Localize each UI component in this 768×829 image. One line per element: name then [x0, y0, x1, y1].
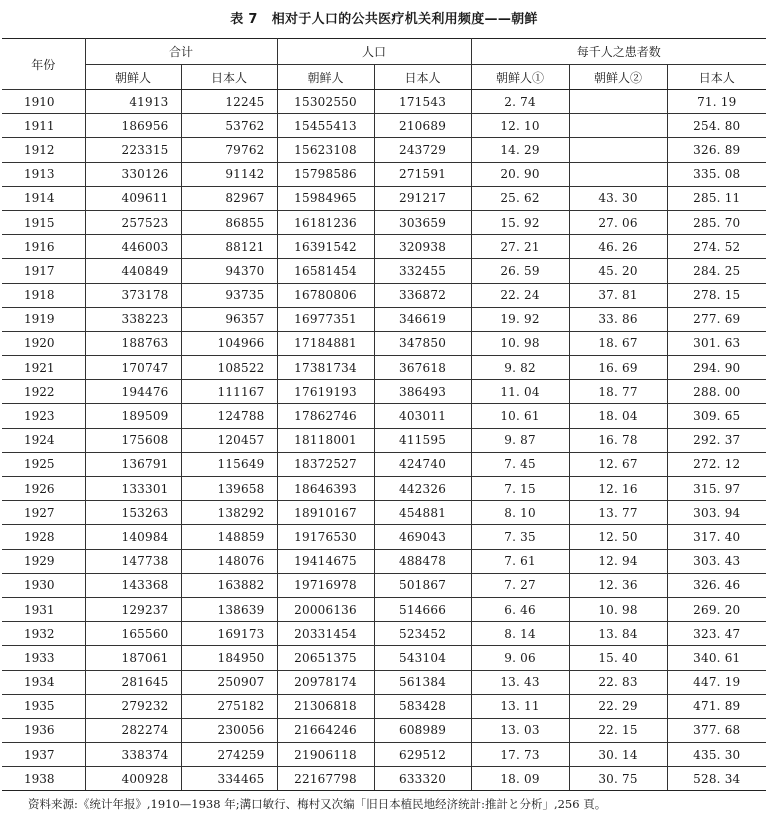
- cell-pop-korean: 22167798: [277, 767, 374, 791]
- header-group-population: 人口: [277, 39, 471, 65]
- table-row: [2, 477, 766, 501]
- cell-total-japanese: 148076: [181, 549, 277, 573]
- cell-pop-japanese: 608989: [374, 718, 471, 742]
- cell-rate-korean-1: 13. 43: [471, 670, 569, 694]
- cell-total-korean: 133301: [85, 477, 181, 501]
- cell-rate-korean-1: 14. 29: [471, 138, 569, 162]
- cell-rate-korean-1: 17. 73: [471, 743, 569, 767]
- cell-rate-korean-2: [569, 114, 667, 138]
- cell-rate-japanese: 335. 08: [667, 162, 766, 186]
- cell-pop-japanese: 442326: [374, 477, 471, 501]
- cell-pop-japanese: 633320: [374, 767, 471, 791]
- cell-year: 1915: [2, 210, 85, 234]
- cell-total-japanese: 104966: [181, 331, 277, 355]
- cell-rate-korean-2: 18. 67: [569, 331, 667, 355]
- header-group-total: 合计: [85, 39, 277, 65]
- cell-rate-korean-1: 8. 14: [471, 622, 569, 646]
- cell-pop-japanese: 583428: [374, 694, 471, 718]
- cell-rate-japanese: 309. 65: [667, 404, 766, 428]
- cell-total-japanese: 79762: [181, 138, 277, 162]
- cell-rate-japanese: 285. 11: [667, 186, 766, 210]
- cell-pop-japanese: 332455: [374, 259, 471, 283]
- cell-rate-japanese: 288. 00: [667, 380, 766, 404]
- table-row: [2, 549, 766, 573]
- cell-total-japanese: 53762: [181, 114, 277, 138]
- cell-year: 1911: [2, 114, 85, 138]
- cell-rate-japanese: 528. 34: [667, 767, 766, 791]
- cell-rate-korean-1: 11. 04: [471, 380, 569, 404]
- cell-rate-korean-1: 9. 82: [471, 356, 569, 380]
- cell-pop-korean: 18372527: [277, 452, 374, 476]
- table-title: [0, 8, 768, 27]
- cell-total-japanese: 96357: [181, 307, 277, 331]
- cell-rate-korean-1: 20. 90: [471, 162, 569, 186]
- header-group-per-thousand: 每千人之患者数: [471, 39, 766, 65]
- cell-year: 1924: [2, 428, 85, 452]
- table-row: [2, 210, 766, 234]
- cell-rate-korean-1: 9. 06: [471, 646, 569, 670]
- cell-rate-korean-1: 9. 87: [471, 428, 569, 452]
- cell-pop-korean: 16181236: [277, 210, 374, 234]
- cell-year: 1925: [2, 452, 85, 476]
- cell-pop-japanese: 271591: [374, 162, 471, 186]
- cell-total-korean: 194476: [85, 380, 181, 404]
- cell-rate-japanese: 71. 19: [667, 90, 766, 114]
- cell-pop-korean: 21664246: [277, 718, 374, 742]
- cell-total-korean: 140984: [85, 525, 181, 549]
- cell-pop-japanese: 320938: [374, 235, 471, 259]
- cell-pop-japanese: 454881: [374, 501, 471, 525]
- cell-pop-japanese: 403011: [374, 404, 471, 428]
- cell-rate-japanese: 274. 52: [667, 235, 766, 259]
- cell-rate-korean-2: [569, 162, 667, 186]
- cell-pop-korean: 19716978: [277, 573, 374, 597]
- table-row: [2, 743, 766, 767]
- cell-total-korean: 136791: [85, 452, 181, 476]
- cell-rate-korean-2: 22. 83: [569, 670, 667, 694]
- cell-pop-japanese: 210689: [374, 114, 471, 138]
- cell-rate-korean-1: 7. 27: [471, 573, 569, 597]
- table-row: [2, 186, 766, 210]
- cell-rate-korean-2: 22. 15: [569, 718, 667, 742]
- cell-total-korean: 189509: [85, 404, 181, 428]
- cell-total-korean: 147738: [85, 549, 181, 573]
- table-row: [2, 259, 766, 283]
- table-row: [2, 670, 766, 694]
- cell-rate-japanese: 269. 20: [667, 597, 766, 621]
- cell-pop-japanese: 171543: [374, 90, 471, 114]
- cell-pop-japanese: 514666: [374, 597, 471, 621]
- cell-rate-korean-1: 7. 15: [471, 477, 569, 501]
- cell-rate-japanese: 284. 25: [667, 259, 766, 283]
- cell-rate-korean-1: 27. 21: [471, 235, 569, 259]
- cell-pop-korean: 16391542: [277, 235, 374, 259]
- cell-rate-korean-1: 10. 61: [471, 404, 569, 428]
- cell-total-korean: 153263: [85, 501, 181, 525]
- table-row: [2, 331, 766, 355]
- cell-rate-japanese: 326. 46: [667, 573, 766, 597]
- cell-total-korean: 338374: [85, 743, 181, 767]
- cell-rate-korean-1: 6. 46: [471, 597, 569, 621]
- header-pop-japanese: 日本人: [374, 65, 471, 90]
- cell-total-korean: 223315: [85, 138, 181, 162]
- cell-pop-japanese: 501867: [374, 573, 471, 597]
- cell-rate-korean-2: 18. 77: [569, 380, 667, 404]
- header-year: 年份: [2, 39, 85, 90]
- cell-rate-korean-1: 12. 10: [471, 114, 569, 138]
- header-rate-japanese: 日本人: [667, 65, 766, 90]
- utilization-table: [2, 38, 766, 791]
- cell-rate-japanese: 303. 94: [667, 501, 766, 525]
- header-pop-korean: 朝鲜人: [277, 65, 374, 90]
- cell-year: 1910: [2, 90, 85, 114]
- cell-pop-korean: 20978174: [277, 670, 374, 694]
- cell-year: 1936: [2, 718, 85, 742]
- cell-year: 1914: [2, 186, 85, 210]
- cell-total-japanese: 82967: [181, 186, 277, 210]
- cell-rate-korean-2: 12. 94: [569, 549, 667, 573]
- cell-pop-korean: 16780806: [277, 283, 374, 307]
- cell-pop-korean: 16581454: [277, 259, 374, 283]
- cell-rate-korean-1: 7. 61: [471, 549, 569, 573]
- cell-rate-korean-1: 13. 11: [471, 694, 569, 718]
- cell-rate-japanese: 292. 37: [667, 428, 766, 452]
- cell-rate-korean-2: 30. 14: [569, 743, 667, 767]
- cell-total-korean: 440849: [85, 259, 181, 283]
- table-row: [2, 501, 766, 525]
- cell-total-korean: 143368: [85, 573, 181, 597]
- cell-year: 1928: [2, 525, 85, 549]
- cell-total-japanese: 274259: [181, 743, 277, 767]
- table-row: [2, 428, 766, 452]
- cell-rate-korean-1: 22. 24: [471, 283, 569, 307]
- cell-total-japanese: 12245: [181, 90, 277, 114]
- cell-total-japanese: 124788: [181, 404, 277, 428]
- cell-pop-korean: 17619193: [277, 380, 374, 404]
- table-row: [2, 597, 766, 621]
- cell-total-japanese: 163882: [181, 573, 277, 597]
- cell-rate-korean-2: 46. 26: [569, 235, 667, 259]
- table-row: [2, 525, 766, 549]
- table-row: [2, 404, 766, 428]
- cell-rate-japanese: 303. 43: [667, 549, 766, 573]
- cell-year: 1926: [2, 477, 85, 501]
- cell-total-japanese: 111167: [181, 380, 277, 404]
- cell-year: 1922: [2, 380, 85, 404]
- table-row: [2, 114, 766, 138]
- cell-rate-korean-2: 43. 30: [569, 186, 667, 210]
- cell-total-korean: 446003: [85, 235, 181, 259]
- table-row: [2, 694, 766, 718]
- cell-year: 1929: [2, 549, 85, 573]
- cell-pop-japanese: 291217: [374, 186, 471, 210]
- cell-pop-korean: 20006136: [277, 597, 374, 621]
- cell-rate-korean-2: 30. 75: [569, 767, 667, 791]
- cell-rate-japanese: 272. 12: [667, 452, 766, 476]
- cell-rate-japanese: 317. 40: [667, 525, 766, 549]
- cell-rate-korean-2: 22. 29: [569, 694, 667, 718]
- cell-total-korean: 400928: [85, 767, 181, 791]
- cell-pop-korean: 21306818: [277, 694, 374, 718]
- cell-pop-japanese: 386493: [374, 380, 471, 404]
- cell-pop-korean: 15623108: [277, 138, 374, 162]
- cell-year: 1933: [2, 646, 85, 670]
- cell-pop-japanese: 303659: [374, 210, 471, 234]
- cell-rate-korean-1: 15. 92: [471, 210, 569, 234]
- table-row: [2, 235, 766, 259]
- cell-total-japanese: 184950: [181, 646, 277, 670]
- cell-rate-japanese: 377. 68: [667, 718, 766, 742]
- cell-rate-korean-2: 13. 84: [569, 622, 667, 646]
- cell-rate-korean-1: 7. 45: [471, 452, 569, 476]
- table-caption: 相对于人口的公共医疗机关利用频度——朝鲜: [271, 12, 538, 27]
- cell-rate-korean-2: 12. 67: [569, 452, 667, 476]
- header-rate-korean-2: 朝鲜人②: [569, 65, 667, 90]
- cell-pop-korean: 15798586: [277, 162, 374, 186]
- cell-total-japanese: 250907: [181, 670, 277, 694]
- cell-rate-japanese: 340. 61: [667, 646, 766, 670]
- table-row: [2, 646, 766, 670]
- cell-total-japanese: 88121: [181, 235, 277, 259]
- cell-rate-japanese: 435. 30: [667, 743, 766, 767]
- cell-year: 1930: [2, 573, 85, 597]
- cell-rate-korean-1: 19. 92: [471, 307, 569, 331]
- table-number: 表 7: [230, 12, 258, 27]
- cell-year: 1916: [2, 235, 85, 259]
- cell-pop-japanese: 543104: [374, 646, 471, 670]
- cell-rate-korean-1: 26. 59: [471, 259, 569, 283]
- cell-year: 1919: [2, 307, 85, 331]
- cell-pop-korean: 19176530: [277, 525, 374, 549]
- cell-total-korean: 41913: [85, 90, 181, 114]
- cell-total-korean: 165560: [85, 622, 181, 646]
- cell-rate-korean-2: 27. 06: [569, 210, 667, 234]
- cell-year: 1932: [2, 622, 85, 646]
- cell-pop-korean: 21906118: [277, 743, 374, 767]
- cell-total-japanese: 91142: [181, 162, 277, 186]
- cell-total-korean: 409611: [85, 186, 181, 210]
- header-total-japanese: 日本人: [181, 65, 277, 90]
- cell-total-korean: 129237: [85, 597, 181, 621]
- cell-pop-japanese: 629512: [374, 743, 471, 767]
- cell-rate-korean-2: 10. 98: [569, 597, 667, 621]
- cell-year: 1917: [2, 259, 85, 283]
- cell-total-korean: 187061: [85, 646, 181, 670]
- cell-rate-japanese: 277. 69: [667, 307, 766, 331]
- cell-rate-korean-1: 25. 62: [471, 186, 569, 210]
- cell-rate-korean-1: 8. 10: [471, 501, 569, 525]
- cell-pop-korean: 15455413: [277, 114, 374, 138]
- table-row: [2, 307, 766, 331]
- cell-rate-korean-2: 12. 36: [569, 573, 667, 597]
- cell-total-japanese: 334465: [181, 767, 277, 791]
- cell-rate-korean-2: 18. 04: [569, 404, 667, 428]
- header-total-korean: 朝鲜人: [85, 65, 181, 90]
- cell-total-korean: 188763: [85, 331, 181, 355]
- table-row: [2, 718, 766, 742]
- cell-year: 1918: [2, 283, 85, 307]
- cell-rate-japanese: 285. 70: [667, 210, 766, 234]
- cell-total-korean: 330126: [85, 162, 181, 186]
- cell-total-korean: 282274: [85, 718, 181, 742]
- cell-rate-korean-1: 18. 09: [471, 767, 569, 791]
- cell-rate-korean-1: 10. 98: [471, 331, 569, 355]
- cell-rate-japanese: 278. 15: [667, 283, 766, 307]
- cell-rate-japanese: 254. 80: [667, 114, 766, 138]
- cell-total-japanese: 108522: [181, 356, 277, 380]
- cell-year: 1935: [2, 694, 85, 718]
- cell-year: 1927: [2, 501, 85, 525]
- cell-rate-japanese: 301. 63: [667, 331, 766, 355]
- cell-pop-japanese: 336872: [374, 283, 471, 307]
- cell-pop-japanese: 424740: [374, 452, 471, 476]
- cell-total-korean: 373178: [85, 283, 181, 307]
- cell-rate-korean-2: 45. 20: [569, 259, 667, 283]
- cell-pop-korean: 18646393: [277, 477, 374, 501]
- cell-total-japanese: 169173: [181, 622, 277, 646]
- table-row: [2, 380, 766, 404]
- cell-year: 1920: [2, 331, 85, 355]
- cell-pop-japanese: 347850: [374, 331, 471, 355]
- table-row: [2, 283, 766, 307]
- cell-rate-japanese: 326. 89: [667, 138, 766, 162]
- table-row: [2, 452, 766, 476]
- cell-pop-korean: 15302550: [277, 90, 374, 114]
- table-row: [2, 767, 766, 791]
- table-row: [2, 622, 766, 646]
- cell-rate-japanese: 315. 97: [667, 477, 766, 501]
- cell-rate-korean-2: 33. 86: [569, 307, 667, 331]
- cell-total-korean: 279232: [85, 694, 181, 718]
- cell-pop-japanese: 561384: [374, 670, 471, 694]
- cell-year: 1913: [2, 162, 85, 186]
- cell-rate-korean-2: 37. 81: [569, 283, 667, 307]
- cell-rate-korean-2: 13. 77: [569, 501, 667, 525]
- cell-rate-japanese: 471. 89: [667, 694, 766, 718]
- cell-total-korean: 186956: [85, 114, 181, 138]
- cell-pop-japanese: 523452: [374, 622, 471, 646]
- cell-pop-japanese: 488478: [374, 549, 471, 573]
- cell-total-japanese: 275182: [181, 694, 277, 718]
- cell-total-japanese: 139658: [181, 477, 277, 501]
- cell-year: 1912: [2, 138, 85, 162]
- cell-total-japanese: 148859: [181, 525, 277, 549]
- cell-pop-japanese: 243729: [374, 138, 471, 162]
- cell-pop-japanese: 346619: [374, 307, 471, 331]
- cell-rate-korean-2: 16. 69: [569, 356, 667, 380]
- cell-pop-korean: 17862746: [277, 404, 374, 428]
- table-row: [2, 573, 766, 597]
- table-row: [2, 90, 766, 114]
- header-rate-korean-1: 朝鲜人①: [471, 65, 569, 90]
- table-row: [2, 356, 766, 380]
- cell-pop-korean: 16977351: [277, 307, 374, 331]
- table-body: [2, 90, 766, 791]
- table-header: [2, 39, 766, 90]
- cell-total-japanese: 230056: [181, 718, 277, 742]
- cell-total-korean: 175608: [85, 428, 181, 452]
- table-row: [2, 138, 766, 162]
- cell-total-japanese: 120457: [181, 428, 277, 452]
- cell-total-japanese: 138292: [181, 501, 277, 525]
- cell-pop-korean: 19414675: [277, 549, 374, 573]
- cell-total-japanese: 138639: [181, 597, 277, 621]
- cell-pop-korean: 18118001: [277, 428, 374, 452]
- cell-rate-korean-2: 12. 50: [569, 525, 667, 549]
- cell-pop-japanese: 411595: [374, 428, 471, 452]
- cell-rate-korean-2: 15. 40: [569, 646, 667, 670]
- cell-rate-korean-2: 12. 16: [569, 477, 667, 501]
- cell-rate-korean-2: [569, 138, 667, 162]
- cell-rate-korean-2: [569, 90, 667, 114]
- cell-rate-korean-1: 2. 74: [471, 90, 569, 114]
- cell-year: 1934: [2, 670, 85, 694]
- cell-year: 1938: [2, 767, 85, 791]
- cell-pop-korean: 18910167: [277, 501, 374, 525]
- cell-total-japanese: 94370: [181, 259, 277, 283]
- cell-total-korean: 281645: [85, 670, 181, 694]
- cell-pop-korean: 15984965: [277, 186, 374, 210]
- source-note: 资料来源:《统计年报》,1910—1938 年;溝口敏行、梅村又次编「旧日本植民地经济统計:推計と分析」,256 頁。: [28, 797, 607, 811]
- cell-total-korean: 170747: [85, 356, 181, 380]
- cell-pop-korean: 17184881: [277, 331, 374, 355]
- cell-pop-korean: 17381734: [277, 356, 374, 380]
- cell-total-japanese: 86855: [181, 210, 277, 234]
- cell-year: 1937: [2, 743, 85, 767]
- cell-year: 1923: [2, 404, 85, 428]
- cell-year: 1921: [2, 356, 85, 380]
- cell-pop-japanese: 469043: [374, 525, 471, 549]
- cell-rate-japanese: 323. 47: [667, 622, 766, 646]
- cell-total-korean: 257523: [85, 210, 181, 234]
- cell-rate-japanese: 294. 90: [667, 356, 766, 380]
- cell-total-japanese: 115649: [181, 452, 277, 476]
- cell-rate-japanese: 447. 19: [667, 670, 766, 694]
- cell-rate-korean-2: 16. 78: [569, 428, 667, 452]
- cell-total-japanese: 93735: [181, 283, 277, 307]
- cell-total-korean: 338223: [85, 307, 181, 331]
- cell-rate-korean-1: 13. 03: [471, 718, 569, 742]
- cell-rate-korean-1: 7. 35: [471, 525, 569, 549]
- cell-year: 1931: [2, 597, 85, 621]
- table-row: [2, 162, 766, 186]
- cell-pop-korean: 20331454: [277, 622, 374, 646]
- cell-pop-korean: 20651375: [277, 646, 374, 670]
- cell-pop-japanese: 367618: [374, 356, 471, 380]
